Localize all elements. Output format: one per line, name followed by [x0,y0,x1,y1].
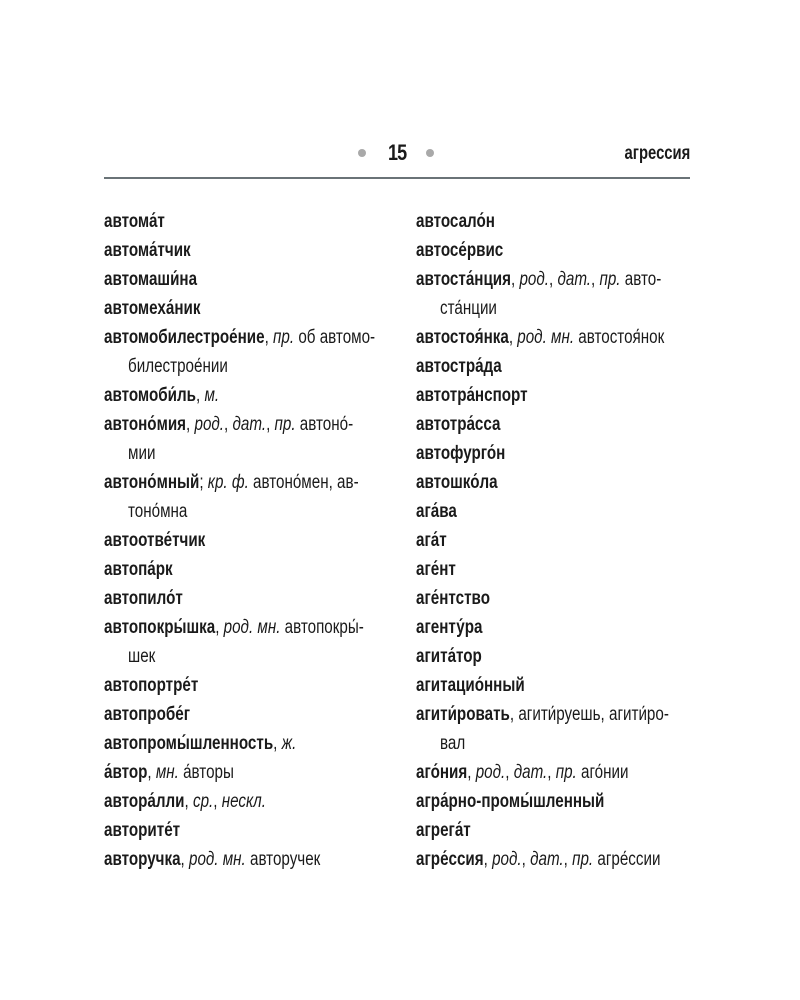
dictionary-entry [416,642,692,671]
entry-separator: , [563,849,573,870]
grammar-label: род. мн. [517,327,575,348]
dictionary-entry [104,816,380,845]
grammar-label: ж. [281,733,297,754]
entry-form: автопокры́- [280,617,364,638]
entry-form: авто- [620,269,662,290]
entry-form: автостоя́нок [574,327,665,348]
dictionary-entry [104,555,380,584]
entry-headword: автомаши́на [104,269,198,290]
dictionary-entry [416,700,692,729]
dictionary-entry [104,613,380,642]
entry-headword: автопробе́г [104,704,191,725]
entry-form: автоно́мен, ав- [248,472,359,493]
dictionary-entry [416,265,692,294]
entry-form: автоно́- [295,414,354,435]
grammar-label: дат. [232,414,267,435]
entry-separator: , [467,762,476,783]
grammar-label: пр. [555,762,577,783]
entry-headword: аго́ния [416,762,468,783]
dictionary-entry [416,555,692,584]
dictionary-entry [104,845,380,874]
dictionary-entry [104,236,380,265]
running-head: агрессия [624,143,690,164]
grammar-label: кр. ф. [207,472,249,493]
grammar-label: род. [519,269,550,290]
entry-headword: автопокры́шка [104,617,216,638]
entry-headword: аге́нтство [416,588,490,609]
entry-form: авторучек [245,849,321,870]
entry-headword: агита́тор [416,646,482,667]
entry-headword: автофурго́н [416,443,506,464]
entry-separator: , [215,617,224,638]
dictionary-entry [416,584,692,613]
entry-separator: , [508,327,518,348]
entry-headword: автосе́рвис [416,240,504,261]
entry-headword: автомоби́ль [104,385,196,406]
dictionary-entry [104,265,380,294]
entry-headword: автотра́нспорт [416,385,528,406]
grammar-label: дат. [530,849,564,870]
entry-headword: агра́рно-промы́шленный [416,791,605,812]
grammar-label: ср. [192,791,214,812]
dictionary-entry [416,671,692,700]
grammar-label: нескл. [221,791,266,812]
dictionary-entry [104,584,380,613]
entry-headword: аге́нт [416,559,456,580]
entry-headword: агитацио́нный [416,675,525,696]
entry-separator: , [184,791,193,812]
entry-form: агити́руешь, агити́ро- [518,704,669,725]
dictionary-entry [416,236,692,265]
entry-headword: авторите́т [104,820,181,841]
dictionary-entry [104,323,380,352]
entry-continuation-text: мии [128,443,156,464]
entry-headword: автомеха́ник [104,298,201,319]
dictionary-entry [416,381,692,410]
dictionary-entry [416,468,692,497]
dictionary-entry [104,758,380,787]
dictionary-entry [104,787,380,816]
grammar-label: пр. [599,269,621,290]
grammar-label: пр. [274,414,296,435]
entry-continuation [104,352,380,381]
entry-separator: , [483,849,493,870]
entry-separator: , [521,849,531,870]
dictionary-entry [104,381,380,410]
header-rule [104,177,690,179]
entry-continuation-text: шек [128,646,156,667]
entry-headword: агрега́т [416,820,471,841]
grammar-label: род. мн. [189,849,246,870]
dictionary-entry [416,497,692,526]
dictionary-entry [416,323,692,352]
page-header [104,135,690,175]
entry-headword: автоотве́тчик [104,530,206,551]
entry-headword: автома́тчик [104,240,191,261]
entry-separator: , [266,414,275,435]
entry-separator: , [591,269,600,290]
left-column [104,207,449,874]
dictionary-entry [416,816,692,845]
dictionary-entry [416,439,692,468]
entry-headword: автотра́сса [416,414,501,435]
entry-separator: , [224,414,233,435]
entry-headword: агенту́ра [416,617,483,638]
dictionary-entry [104,207,380,236]
entry-separator: , [180,849,189,870]
entry-separator: , [549,269,558,290]
entry-separator: , [273,733,282,754]
dictionary-entry [416,845,692,874]
grammar-label: дат. [557,269,592,290]
entry-headword: автора́лли [104,791,185,812]
grammar-label: род. [492,849,522,870]
entry-headword: авторучка [104,849,181,870]
dictionary-entry [104,294,380,323]
entry-separator: , [195,385,205,406]
grammar-label: дат. [513,762,548,783]
dictionary-entry [104,526,380,555]
dictionary-entry [104,671,380,700]
entry-separator: , [264,327,274,348]
entry-continuation [104,642,380,671]
entry-headword: автоно́мия [104,414,187,435]
entry-separator: , [505,762,514,783]
dictionary-entry [104,729,380,758]
entry-headword: автопило́т [104,588,183,609]
entry-continuation-text: ста́нции [440,298,497,319]
grammar-label: род. [194,414,225,435]
entry-continuation [416,729,692,758]
entry-separator: ; [199,472,208,493]
entry-headword: автопа́рк [104,559,173,580]
entry-headword: автопортре́т [104,675,199,696]
right-column [416,207,761,874]
entry-headword: автосало́н [416,211,495,232]
entry-headword: автоно́мный [104,472,200,493]
page-number: 15 [387,140,407,165]
entry-continuation-text: билестрое́нии [128,356,228,377]
dictionary-entry [104,700,380,729]
entry-headword: автошко́ла [416,472,498,493]
entry-headword: автома́т [104,211,165,232]
entry-separator: , [509,704,519,725]
dictionary-entry [416,207,692,236]
bullet-dot-icon [426,149,434,157]
grammar-label: м. [204,385,220,406]
entry-headword: автоста́нция [416,269,512,290]
entry-headword: автопромы́шленность [104,733,274,754]
entry-separator: , [147,762,156,783]
dictionary-entry [416,410,692,439]
entry-form: а́вторы [178,762,234,783]
entry-continuation [416,294,692,323]
entry-headword: ага́ва [416,501,457,522]
dictionary-entry [416,613,692,642]
entry-form: об автомо- [294,327,376,348]
entry-headword: агити́ровать [416,704,510,725]
grammar-label: пр. [572,849,594,870]
dictionary-entry [416,758,692,787]
entry-separator: , [511,269,520,290]
grammar-label: род. мн. [223,617,281,638]
entry-form: аго́нии [576,762,629,783]
dictionary-entry [416,352,692,381]
entry-headword: ага́т [416,530,447,551]
grammar-label: род. [475,762,506,783]
entry-continuation-text: тоно́мна [128,501,188,522]
entry-headword: автостра́да [416,356,502,377]
entry-continuation-text: вал [440,733,466,754]
dictionary-entry [416,787,692,816]
entry-headword: агре́ссия [416,849,484,870]
entry-separator: , [547,762,556,783]
grammar-label: мн. [155,762,179,783]
entry-continuation [104,439,380,468]
entry-form: агре́ссии [593,849,661,870]
entry-separator: , [213,791,222,812]
dictionary-entry [104,468,380,497]
dictionary-entry [416,526,692,555]
entry-headword: автостоя́нка [416,327,509,348]
entry-headword: автомобилестрое́ние [104,327,265,348]
grammar-label: пр. [273,327,295,348]
entry-separator: , [186,414,195,435]
entry-continuation [104,497,380,526]
dictionary-entry [104,410,380,439]
entry-headword: а́втор [104,762,148,783]
